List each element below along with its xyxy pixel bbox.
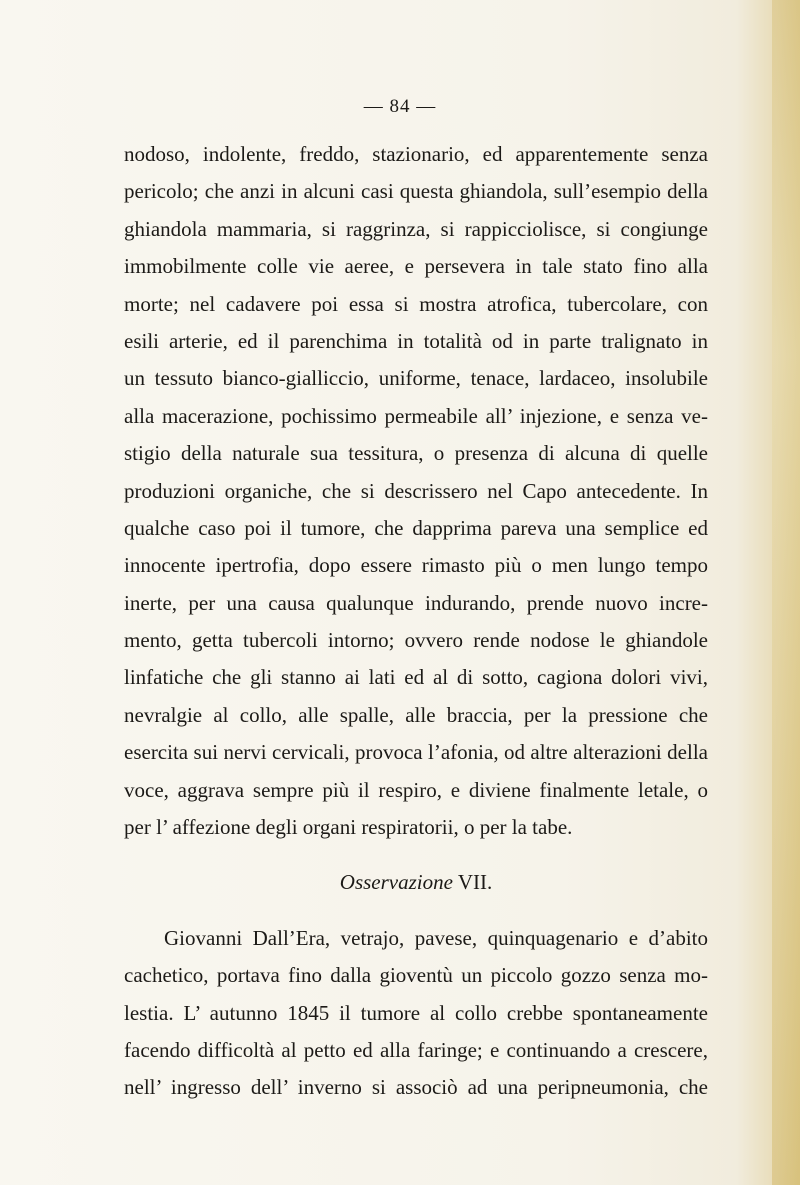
text-line: inerte, per una causa qualunque indurando, prende nuovo incre- — [124, 590, 708, 615]
text-line: nell’ ingresso dell’ inverno si associò ad una peripneumonia, che — [124, 1075, 708, 1100]
text-line: pericolo; che anzi in alcuni casi questa ghiandola, sull’esempio della — [124, 179, 708, 204]
text-line: un tessuto bianco-gialliccio, uniforme, tenace, lardaceo, insolubile — [124, 366, 708, 391]
text-line: esercita sui nervi cervicali, provoca l’afonia, od altre alterazioni della — [124, 740, 708, 765]
heading-numeral: VII. — [457, 870, 493, 895]
page-number: — 84 — — [363, 96, 437, 117]
text-line: nevralgie al collo, alle spalle, alle braccia, per la pressione che — [124, 702, 708, 727]
paragraph-1 — [124, 136, 708, 846]
text-line: qualche caso poi il tumore, che dapprima pareva una semplice ed — [124, 515, 708, 540]
body-text — [124, 136, 708, 1107]
text-line: per l’ affezione degli organi respiratorii, o per la tabe. — [124, 815, 573, 840]
page-edge-stain — [772, 0, 800, 1185]
text-line: stigio della naturale sua tessitura, o presenza di alcuna di quelle — [124, 441, 708, 466]
text-line: facendo difficoltà al petto ed alla faringe; e continuando a crescere, — [124, 1037, 708, 1062]
text-line: morte; nel cadavere poi essa si mostra atrofica, tubercolare, con — [124, 291, 708, 316]
text-line: lestia. L’ autunno 1845 il tumore al collo crebbe spontaneamente — [124, 1000, 708, 1025]
text-line: immobilmente colle vie aeree, e persevera in tale stato fino alla — [124, 254, 708, 279]
text-line: mento, getta tubercoli intorno; ovvero rende nodose le ghiandole — [124, 628, 708, 653]
text-line: voce, aggrava sempre più il respiro, e diviene finalmente letale, o — [124, 777, 708, 802]
text-line: esili arterie, ed il parenchima in totalità od in parte tralignato in — [124, 328, 708, 353]
text-line: nodoso, indolente, freddo, stazionario, ed apparentemente senza — [124, 142, 708, 166]
text-line: ghiandola mammaria, si raggrinza, si rappicciolisce, si congiunge — [124, 216, 708, 241]
heading-title: Osservazione — [339, 870, 453, 895]
text-line: cachetico, portava fino dalla gioventù un piccolo gozzo senza mo- — [124, 963, 708, 988]
text-line: produzioni organiche, che si descrissero nel Capo antecedente. In — [124, 478, 708, 503]
text-line: alla macerazione, pochissimo permeabile all’ injezione, e senza ve- — [124, 403, 708, 428]
text-line: Giovanni Dall’Era, vetrajo, pavese, quinquagenario e d’abito — [164, 925, 708, 950]
section-heading — [124, 864, 708, 901]
text-line: linfatiche che gli stanno ai lati ed al di sotto, cagiona dolori vivi, — [124, 665, 708, 690]
paragraph-2 — [124, 920, 708, 1107]
text-line: innocente ipertrofia, dopo essere rimasto più o men lungo tempo — [124, 553, 708, 578]
